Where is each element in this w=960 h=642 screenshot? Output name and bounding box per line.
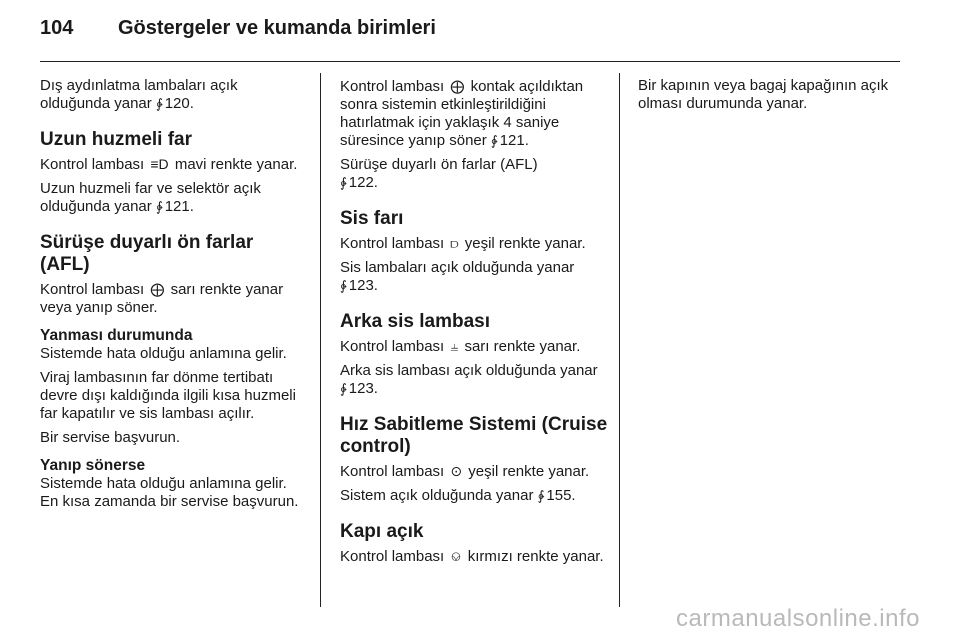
page-ref-arrow-icon: ∳ [155,199,163,214]
page-ref-arrow-icon: ∳ [340,278,347,293]
page-ref: 122. [348,174,378,191]
lit-paragraph-2: Viraj lambasının far dönme tertibatı devre dışı kaldığında ilgili kısa huzmeli far kapatılır ve sis lambası açılır. [40,369,296,422]
intro-paragraph: Dış aydınlatma lambaları açık olduğunda yanar ∳ 120. [40,77,238,112]
column-3 [638,77,906,119]
lit-paragraph-3: Bir servise başvurun. [40,429,181,446]
high-beam-icon: ≡D [150,156,169,172]
afl-reminder-paragraph: Kontrol lambası ⨁ kontak açıldıktan sonra sistemin etkinleştirildiğini hatırlatmak için yaklaşık 4 saniye süresince yanıp söner ∳ 121. [340,78,584,149]
column-divider-1 [320,73,321,607]
rear-fog-light-icon: ⫨ [450,338,459,354]
page-ref-arrow-icon: ∳ [340,175,347,190]
column-1 [40,77,308,517]
door-open-icon: ⎉ [450,548,462,564]
high-beam-paragraph-1: Kontrol lambası ≡D mavi renkte yanar. [40,156,298,173]
page-number: 104 [40,17,74,39]
page-ref-arrow-icon: ∳ [490,133,498,148]
section-title-afl: Sürüşe duyarlı ön farlar (AFL) [40,232,254,275]
flashing-paragraph-1: Sistemde hata olduğu anlamına gelir. En kısa zamanda bir servise başvurun. [40,475,299,510]
watermark: carmanualsonline.info [676,605,920,632]
page-header [0,0,960,62]
section-title-fog-light: Sis farı [340,208,404,229]
door-paragraph-1: Kontrol lambası ⎉ kırmızı renkte yanar. [340,548,604,565]
page-ref: 155. [546,487,576,504]
page-ref: 123. [348,380,378,397]
page-ref-arrow-icon: ∳ [155,96,163,111]
page-ref: 121. [499,132,529,149]
page-ref: 120. [164,95,194,112]
chapter-title: Göstergeler ve kumanda birimleri [118,17,436,39]
section-title-rear-fog: Arka sis lambası [340,311,490,332]
header-rule [40,61,900,62]
column-2 [340,77,608,572]
afl-ref-paragraph: Sürüşe duyarlı ön farlar (AFL) ∳ 122. [340,156,538,191]
afl-icon: ⨁ [450,78,465,94]
cruise-control-icon: ⊙ [450,463,463,479]
page-ref-arrow-icon: ∳ [340,381,347,396]
cruise-paragraph-2: Sistem açık olduğunda yanar ∳ 155. [340,487,576,504]
rear-fog-paragraph-1: Kontrol lambası ⫨ sarı renkte yanar. [340,338,581,355]
fog-paragraph-2: Sis lambaları açık olduğunda yanar ∳ 123. [340,259,575,294]
fog-light-icon: ⫐ [450,235,459,251]
door-paragraph-2: Bir kapının veya bagaj kapağının açık olması durumunda yanar. [638,77,889,112]
page-ref: 123. [348,277,378,294]
section-title-door-open: Kapı açık [340,521,424,542]
subsection-title-lit: Yanması durumunda [40,327,193,344]
section-title-cruise-control: Hız Sabitleme Sistemi (Cruise control) [340,414,608,457]
page-ref: 121. [164,198,194,215]
lit-paragraph-1: Sistemde hata olduğu anlamına gelir. [40,345,287,362]
column-divider-2 [619,73,620,607]
page-ref-arrow-icon: ∳ [537,488,545,503]
cruise-paragraph-1: Kontrol lambası ⊙ yeşil renkte yanar. [340,463,590,480]
rear-fog-paragraph-2: Arka sis lambası açık olduğunda yanar ∳ 123. [340,362,598,397]
fog-paragraph-1: Kontrol lambası ⫐ yeşil renkte yanar. [340,235,586,252]
afl-paragraph-1: Kontrol lambası ⨁ sarı renkte yanar veya yanıp söner. [40,281,284,316]
subsection-title-flashing: Yanıp sönerse [40,457,146,474]
afl-icon: ⨁ [150,281,165,297]
high-beam-paragraph-2: Uzun huzmeli far ve selektör açık olduğunda yanar ∳ 121. [40,180,261,215]
section-title-high-beam: Uzun huzmeli far [40,129,193,150]
